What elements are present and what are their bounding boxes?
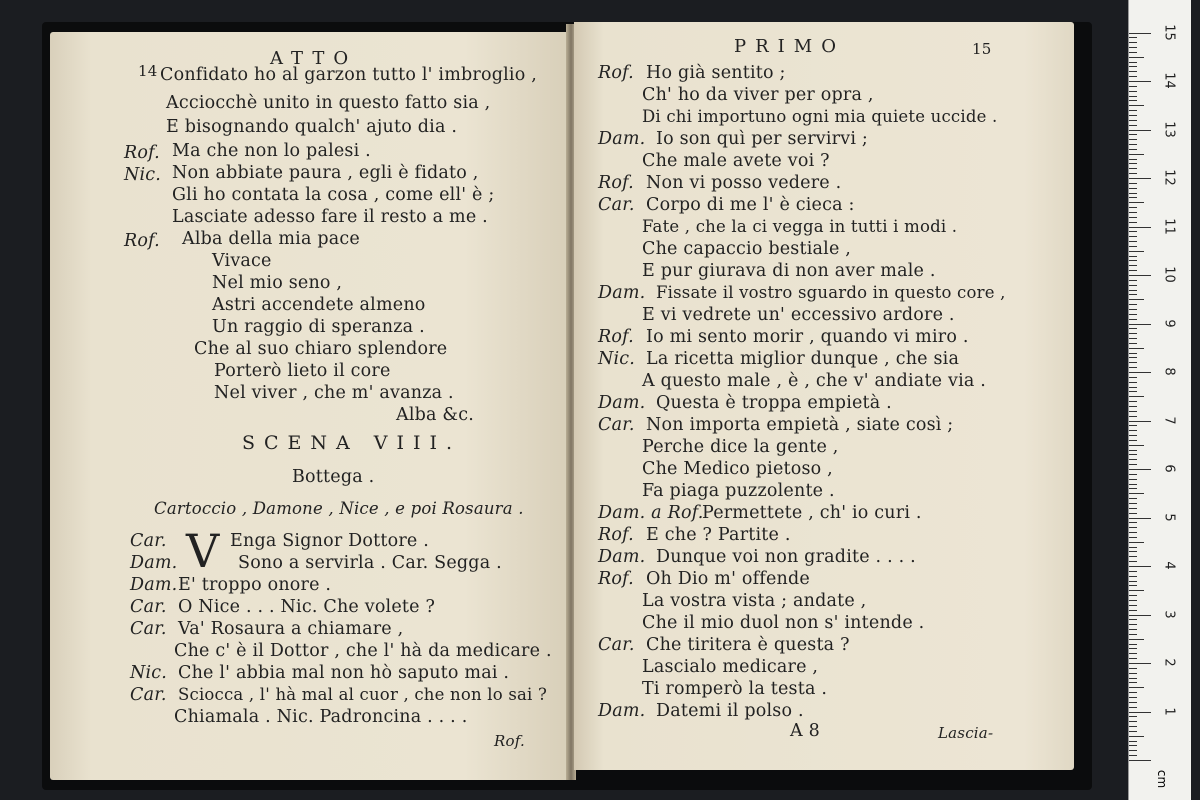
text-line: Che il mio duol non s' intende . [642, 613, 925, 633]
ruler-tick [1129, 673, 1137, 674]
ruler-number: 10 [1161, 266, 1177, 283]
speaker-label: Rof. [598, 63, 634, 83]
speaker-label: Car. [130, 597, 167, 617]
ruler-tick [1129, 726, 1137, 727]
ruler-tick [1129, 57, 1144, 58]
ruler-tick [1129, 134, 1137, 135]
ruler-tick [1129, 522, 1137, 523]
text-line: Un raggio di speranza . [212, 317, 425, 337]
text-line: Io mi sento morir , quando vi miro . [646, 327, 969, 347]
speaker-label: Rof. [124, 231, 160, 251]
ruler-tick [1129, 231, 1137, 232]
text-line: Che c' è il Dottor , che l' hà da medicare . [174, 641, 552, 661]
ruler-tick [1129, 745, 1137, 746]
ruler-tick [1129, 406, 1137, 407]
ruler-tick [1129, 173, 1137, 174]
text-line: Confidato ho al garzon tutto l' imbroglio , [160, 65, 537, 85]
ruler-tick [1129, 280, 1137, 281]
ruler-tick [1129, 265, 1137, 266]
ruler-tick [1129, 348, 1144, 349]
text-line: Alba &c. [396, 405, 474, 425]
ruler-tick [1129, 668, 1137, 669]
ruler-tick [1129, 624, 1137, 625]
ruler-tick [1129, 401, 1137, 402]
ruler-tick [1129, 450, 1137, 451]
scene-setting: Bottega . [292, 467, 375, 487]
text-line: O Nice . . . Nic. Che volete ? [178, 597, 436, 617]
speaker-label: Rof. [124, 143, 160, 163]
ruler-tick [1129, 212, 1137, 213]
catchword: Lascia- [938, 724, 994, 742]
ruler-tick [1129, 66, 1137, 67]
ruler-tick [1129, 760, 1151, 761]
text-line: Oh Dio m' offende [646, 569, 810, 589]
catchword: Rof. [494, 732, 525, 750]
text-line: Gli ho contata la cosa , come ell' è ; [172, 185, 495, 205]
speaker-label: Car. [130, 685, 167, 705]
ruler-tick [1129, 324, 1151, 325]
ruler-tick [1129, 290, 1137, 291]
ruler-tick [1129, 469, 1151, 470]
ruler-tick [1129, 430, 1137, 431]
ruler-number: 13 [1161, 120, 1177, 138]
left-running-header: ATTO [270, 48, 358, 69]
text-line: Dunque voi non gradite . . . . [656, 547, 916, 567]
ruler-tick [1129, 304, 1137, 305]
text-line: Nel viver , che m' avanza . [214, 383, 454, 403]
ruler-tick [1129, 227, 1151, 228]
text-line: Ch' ho da viver per opra , [642, 85, 874, 105]
text-line: Che al suo chiaro splendore [194, 339, 448, 359]
text-line: E pur giurava di non aver male . [642, 261, 936, 281]
ruler-tick [1129, 251, 1144, 252]
text-line: E vi vedrete un' eccessivo ardore . [642, 305, 955, 325]
speaker-label: Dam. [130, 553, 178, 573]
ruler-tick [1129, 459, 1137, 460]
ruler-tick [1129, 299, 1144, 300]
ruler-tick [1129, 328, 1137, 329]
speaker-label: Dam. [598, 129, 646, 149]
ruler-number: 11 [1161, 217, 1177, 235]
ruler-tick [1129, 47, 1137, 48]
ruler-tick [1129, 629, 1137, 630]
ruler-tick [1129, 159, 1137, 160]
ruler-tick [1129, 488, 1137, 489]
ruler-tick [1129, 42, 1137, 43]
ruler-tick [1129, 702, 1137, 703]
ruler-tick [1129, 697, 1137, 698]
speaker-label: Rof. [598, 327, 634, 347]
ruler-tick [1129, 648, 1137, 649]
ruler-tick [1129, 33, 1151, 34]
ruler-number: 2 [1161, 658, 1177, 667]
text-line: E' troppo onore . [178, 575, 332, 595]
ruler-tick [1129, 391, 1137, 392]
text-line: La ricetta miglior dunque , che sia [646, 349, 960, 369]
ruler-tick [1129, 682, 1137, 683]
measuring-ruler [1128, 0, 1191, 800]
ruler-tick [1129, 37, 1137, 38]
ruler-tick [1129, 183, 1137, 184]
ruler-number: 4 [1161, 561, 1177, 570]
ruler-tick [1129, 513, 1137, 514]
ruler-tick [1129, 275, 1151, 276]
ruler-tick [1129, 76, 1137, 77]
ruler-tick [1129, 285, 1137, 286]
text-line: Lasciate adesso fare il resto a me . [172, 207, 488, 227]
ruler-tick [1129, 634, 1137, 635]
text-line: La vostra vista ; andate , [642, 591, 867, 611]
ruler-number: 12 [1161, 169, 1177, 186]
ruler-tick [1129, 367, 1137, 368]
ruler-tick [1129, 168, 1137, 169]
text-line: Io son quì per servirvi ; [656, 129, 868, 149]
text-line: E che ? Partite . [646, 525, 791, 545]
text-line: Lascialo medicare , [642, 657, 819, 677]
ruler-tick [1129, 197, 1137, 198]
text-line: Non importa empietà , siate così ; [646, 415, 954, 435]
ruler-tick [1129, 81, 1151, 82]
ruler-tick [1129, 619, 1137, 620]
ruler-tick [1129, 498, 1137, 499]
text-line: Vivace [212, 251, 272, 271]
ruler-unit: cm [1155, 769, 1170, 789]
ruler-number: 15 [1161, 23, 1177, 41]
ruler-tick [1129, 86, 1137, 87]
text-line: Datemi il polso . [656, 701, 804, 721]
ruler-tick [1129, 590, 1144, 591]
ruler-number: 9 [1161, 318, 1177, 328]
text-line: Che Medico pietoso , [642, 459, 833, 479]
ruler-tick [1129, 581, 1137, 582]
ruler-tick [1129, 416, 1137, 417]
ruler-tick [1129, 222, 1137, 223]
ruler-tick [1129, 508, 1137, 509]
speaker-label: Nic. [124, 165, 162, 185]
ruler-tick [1129, 246, 1137, 247]
ruler-tick [1129, 96, 1137, 97]
ruler-tick [1129, 425, 1137, 426]
signature-mark: A 8 [790, 721, 820, 741]
ruler-tick [1129, 236, 1137, 237]
ruler-tick [1129, 610, 1137, 611]
ruler-tick [1129, 260, 1137, 261]
speaker-label: Rof. [598, 525, 634, 545]
speaker-label: Car. [130, 531, 167, 551]
ruler-tick [1129, 566, 1151, 567]
ruler-tick [1129, 615, 1151, 616]
ruler-tick [1129, 576, 1137, 577]
speaker-label: Nic. [130, 663, 168, 683]
left-page-number: 14 [138, 62, 158, 80]
ruler-tick [1129, 309, 1137, 310]
text-line: Permettete , ch' io curi . [702, 503, 922, 523]
speaker-label: Car. [598, 195, 635, 215]
ruler-tick [1129, 396, 1144, 397]
ruler-tick [1129, 343, 1137, 344]
text-line: Va' Rosaura a chiamare , [178, 619, 404, 639]
ruler-tick [1129, 639, 1144, 640]
ruler-tick [1129, 716, 1137, 717]
ruler-tick [1129, 139, 1137, 140]
ruler-tick [1129, 154, 1144, 155]
text-line: Che l' abbia mal non hò saputo mai . [178, 663, 510, 683]
ruler-tick [1129, 653, 1137, 654]
ruler-tick [1129, 435, 1137, 436]
ruler-tick [1129, 387, 1137, 388]
ruler-tick [1129, 411, 1137, 412]
speaker-label: Nic. [598, 349, 636, 369]
text-line: Perche dice la gente , [642, 437, 839, 457]
character-list: Cartoccio , Damone , Nice , e poi Rosaura . [154, 499, 524, 518]
speaker-label: Rof. [598, 173, 634, 193]
ruler-tick [1129, 178, 1151, 179]
ruler-number: 5 [1161, 512, 1177, 522]
text-line: Non abbiate paura , egli è fidato , [172, 163, 479, 183]
ruler-number: 8 [1161, 367, 1177, 376]
text-line: Fa piaga puzzolente . [642, 481, 835, 501]
ruler-tick [1129, 454, 1137, 455]
scene-title: SCENA VIII. [242, 432, 462, 454]
ruler-tick [1129, 125, 1137, 126]
ruler-tick [1129, 217, 1137, 218]
speaker-label: Dam. a Rof. [598, 503, 704, 523]
ruler-tick [1129, 333, 1137, 334]
ruler-tick [1129, 144, 1137, 145]
text-line: Nel mio seno , [212, 273, 343, 293]
text-line: Alba della mia pace [182, 229, 360, 249]
ruler-tick [1129, 353, 1137, 354]
ruler-tick [1129, 692, 1137, 693]
ruler-tick [1129, 440, 1137, 441]
ruler-tick [1129, 362, 1137, 363]
ruler-tick [1129, 100, 1137, 101]
text-line: Enga Signor Dottore . [230, 531, 429, 551]
ruler-tick [1129, 561, 1137, 562]
ruler-tick [1129, 71, 1137, 72]
speaker-label: Dam. [598, 547, 646, 567]
drop-cap: V [186, 524, 220, 578]
ruler-tick [1129, 445, 1144, 446]
ruler-tick [1129, 474, 1137, 475]
text-line: Sciocca , l' hà mal al cuor , che non lo sai ? [178, 685, 548, 704]
ruler-tick [1129, 736, 1144, 737]
right-running-header: PRIMO [734, 36, 845, 57]
text-line: Ho già sentito ; [646, 63, 786, 83]
ruler-tick [1129, 115, 1137, 116]
ruler-tick [1129, 91, 1137, 92]
ruler-tick [1129, 202, 1144, 203]
text-line: Ti romperò la testa . [642, 679, 828, 699]
text-line: Ma che non lo palesi . [172, 141, 371, 161]
ruler-tick [1129, 605, 1137, 606]
text-line: Acciocchè unito in questo fatto sia , [166, 93, 491, 113]
ruler-tick [1129, 357, 1137, 358]
ruler-tick [1129, 130, 1151, 131]
ruler-tick [1129, 120, 1137, 121]
ruler-tick [1129, 518, 1151, 519]
text-line: Che tiritera è questa ? [646, 635, 850, 655]
ruler-tick [1129, 294, 1137, 295]
ruler-tick [1129, 707, 1137, 708]
text-line: Chiamala . Nic. Padroncina . . . . [174, 707, 468, 727]
text-line: Di chi importuno ogni mia quiete uccide . [642, 107, 998, 126]
ruler-tick [1129, 644, 1137, 645]
speaker-label: Car. [598, 635, 635, 655]
ruler-tick [1129, 188, 1137, 189]
speaker-label: Rof. [598, 569, 634, 589]
ruler-tick [1129, 479, 1137, 480]
text-line: Porterò lieto il core [214, 361, 391, 381]
ruler-tick [1129, 338, 1137, 339]
ruler-tick [1129, 193, 1137, 194]
ruler-tick [1129, 110, 1137, 111]
ruler-number: 1 [1161, 706, 1177, 716]
speaker-label: Car. [130, 619, 167, 639]
ruler-tick [1129, 314, 1137, 315]
ruler-tick [1129, 663, 1151, 664]
ruler-tick [1129, 571, 1137, 572]
ruler-number: 6 [1161, 464, 1177, 473]
ruler-tick [1129, 658, 1137, 659]
text-line: A questo male , è , che v' andiate via . [642, 371, 987, 391]
ruler-tick [1129, 377, 1137, 378]
right-page-number: 15 [972, 40, 992, 58]
ruler-tick [1129, 537, 1137, 538]
ruler-tick [1129, 62, 1137, 63]
ruler-tick [1129, 741, 1137, 742]
ruler-tick [1129, 712, 1151, 713]
ruler-tick [1129, 731, 1137, 732]
ruler-tick [1129, 382, 1137, 383]
text-line: E bisognando qualch' ajuto dia . [166, 117, 458, 137]
text-line: Corpo di me l' è cieca : [646, 195, 855, 215]
ruler-tick [1129, 687, 1144, 688]
ruler-tick [1129, 527, 1137, 528]
text-line: Sono a servirla . Car. Segga . [238, 553, 502, 573]
left-page [50, 32, 568, 780]
ruler-tick [1129, 493, 1144, 494]
speaker-label: Car. [598, 415, 635, 435]
ruler-tick [1129, 105, 1144, 106]
speaker-label: Dam. [598, 701, 646, 721]
ruler-tick [1129, 270, 1137, 271]
ruler-tick [1129, 464, 1137, 465]
ruler-tick [1129, 503, 1137, 504]
ruler-tick [1129, 556, 1137, 557]
ruler-tick [1129, 678, 1137, 679]
text-line: Astri accendete almeno [212, 295, 426, 315]
text-line: Fissate il vostro sguardo in questo core , [656, 283, 1006, 302]
ruler-tick [1129, 52, 1137, 53]
text-line: Che male avete voi ? [642, 151, 830, 171]
ruler-tick [1129, 600, 1137, 601]
ruler-number: 7 [1161, 415, 1177, 425]
speaker-label: Dam. [598, 283, 646, 303]
ruler-tick [1129, 421, 1151, 422]
ruler-tick [1129, 372, 1151, 373]
speaker-label: Dam. [130, 575, 178, 595]
ruler-number: 14 [1161, 72, 1177, 89]
ruler-tick [1129, 542, 1144, 543]
text-line: Non vi posso vedere . [646, 173, 842, 193]
ruler-tick [1129, 163, 1137, 164]
ruler-tick [1129, 149, 1137, 150]
text-line: Che capaccio bestiale , [642, 239, 852, 259]
ruler-tick [1129, 721, 1137, 722]
ruler-tick [1129, 207, 1137, 208]
ruler-tick [1129, 532, 1137, 533]
speaker-label: Dam. [598, 393, 646, 413]
ruler-tick [1129, 595, 1137, 596]
ruler-number: 3 [1161, 609, 1177, 619]
right-page [574, 22, 1074, 770]
ruler-tick [1129, 551, 1137, 552]
ruler-tick [1129, 755, 1137, 756]
ruler-tick [1129, 547, 1137, 548]
ruler-tick [1129, 256, 1137, 257]
ruler-tick [1129, 750, 1137, 751]
ruler-tick [1129, 484, 1137, 485]
text-line: Questa è troppa empietà . [656, 393, 892, 413]
ruler-tick [1129, 319, 1137, 320]
text-line: Fate , che la ci vegga in tutti i modi . [642, 217, 958, 236]
ruler-tick [1129, 585, 1137, 586]
ruler-tick [1129, 241, 1137, 242]
